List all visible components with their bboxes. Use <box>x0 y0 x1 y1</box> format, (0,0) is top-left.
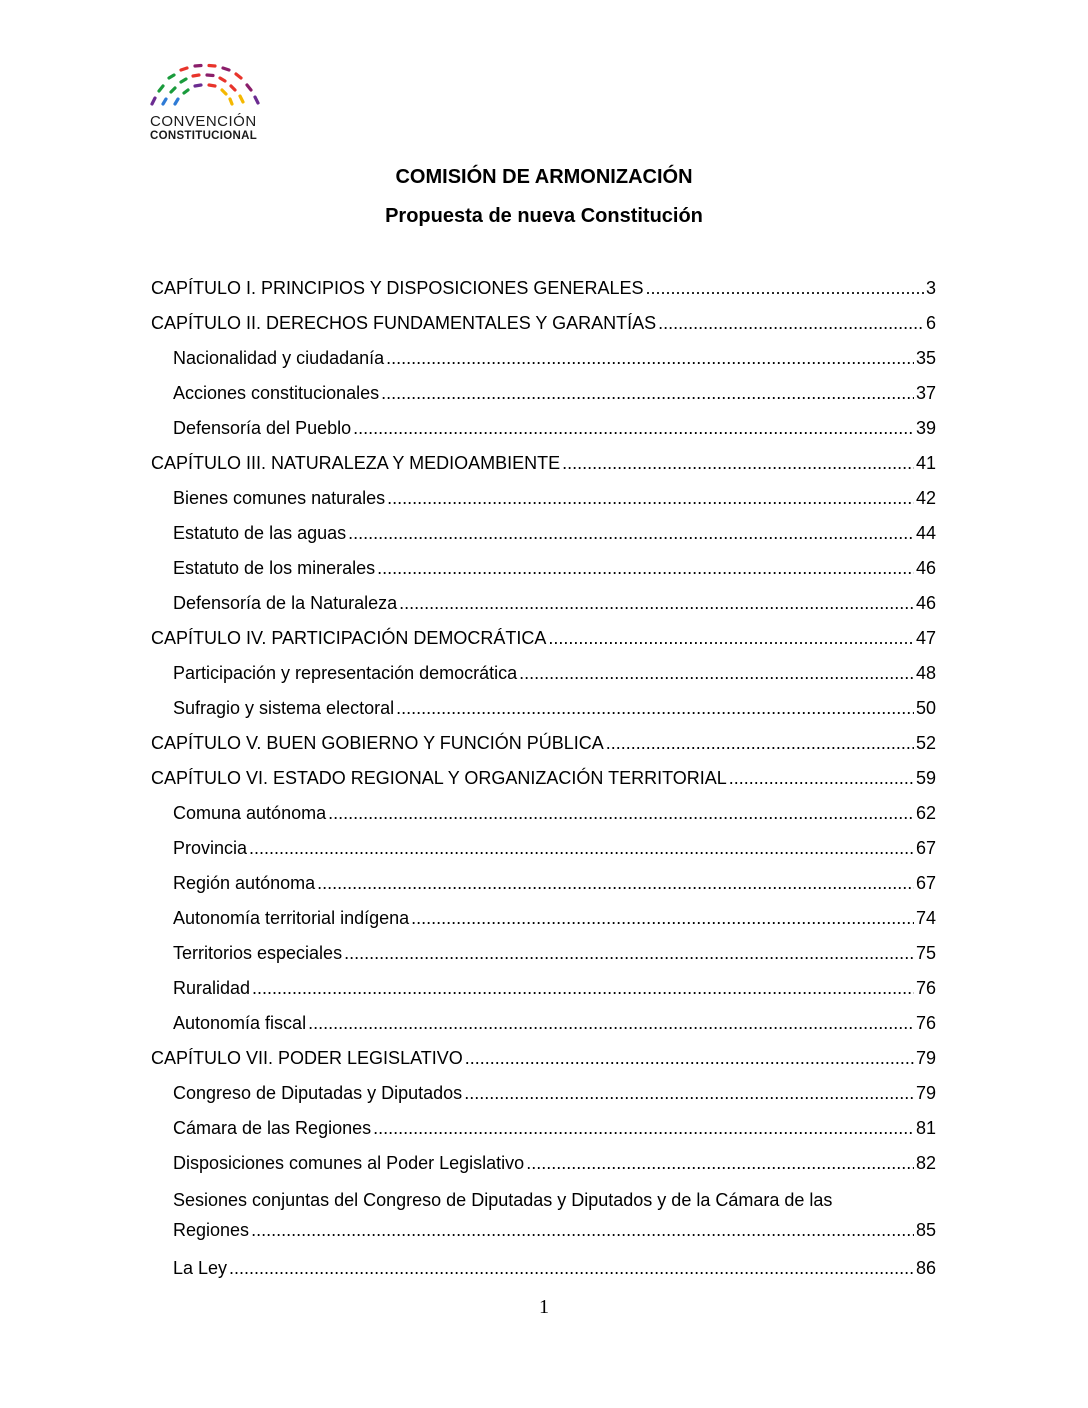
toc-leader-dots <box>399 586 914 621</box>
toc-leader-dots <box>377 551 914 586</box>
toc-entry-page: 82 <box>915 1153 936 1173</box>
toc-entry-label: CAPÍTULO IV. PARTICIPACIÓN DEMOCRÁTICA <box>151 628 547 648</box>
toc-leader-dots <box>381 376 914 411</box>
toc-entry-page: 67 <box>915 873 936 893</box>
toc-entry[interactable] <box>151 516 936 551</box>
toc-entry[interactable] <box>151 1146 936 1181</box>
toc-entry-label: CAPÍTULO VI. ESTADO REGIONAL Y ORGANIZACIÓN TERRITORIAL <box>151 768 727 788</box>
toc-entry-label: CAPÍTULO VII. PODER LEGISLATIVO <box>151 1048 463 1068</box>
toc-entry-label: Sufragio y sistema electoral <box>173 698 395 718</box>
toc-entry[interactable] <box>151 691 936 726</box>
toc-entry-page: 37 <box>915 383 936 403</box>
toc-entry-label: Defensoría de la Naturaleza <box>173 593 398 613</box>
toc-leader-dots <box>606 726 914 761</box>
toc-entry-label-line2: Regiones <box>173 1220 250 1240</box>
toc-entry-page: 85 <box>915 1220 936 1240</box>
toc-entry[interactable] <box>151 1251 936 1286</box>
toc-entry[interactable] <box>151 866 936 901</box>
toc-leader-dots <box>308 1006 914 1041</box>
toc-entry-label: Región autónoma <box>173 873 316 893</box>
toc-leader-dots <box>252 971 914 1006</box>
toc-entry-label: Ruralidad <box>173 978 251 998</box>
toc-entry-label: Estatuto de las aguas <box>173 523 347 543</box>
toc-entry[interactable] <box>151 901 936 936</box>
toc-entry-page: 79 <box>915 1083 936 1103</box>
toc-leader-dots <box>387 481 914 516</box>
toc-entry-page: 6 <box>925 313 936 333</box>
toc-entry-page: 59 <box>915 768 936 788</box>
toc-entry-page: 3 <box>925 278 936 298</box>
toc-entry-label: Defensoría del Pueblo <box>173 418 352 438</box>
toc-entry-page: 46 <box>915 558 936 578</box>
toc-entry[interactable] <box>151 621 936 656</box>
toc-entry-page: 79 <box>915 1048 936 1068</box>
toc-entry-label: CAPÍTULO I. PRINCIPIOS Y DISPOSICIONES GENERALES <box>151 278 644 298</box>
toc-entry-label-line1: Sesiones conjuntas del Congreso de Diputadas y Diputados y de la Cámara de las <box>173 1190 833 1210</box>
toc-entry[interactable] <box>151 831 936 866</box>
toc-entry[interactable] <box>151 936 936 971</box>
toc-entry-page: 42 <box>915 488 936 508</box>
toc-leader-dots <box>465 1041 914 1076</box>
toc-entry-label: La Ley <box>173 1258 228 1278</box>
toc-entry-label: Comuna autónoma <box>173 803 327 823</box>
table-of-contents <box>151 271 936 1286</box>
toc-entry-page: 62 <box>915 803 936 823</box>
toc-entry-page: 75 <box>915 943 936 963</box>
toc-entry-label: Congreso de Diputadas y Diputados <box>173 1083 463 1103</box>
convencion-logo <box>146 58 276 148</box>
toc-entry-page: 35 <box>915 348 936 368</box>
toc-entry[interactable] <box>151 796 936 831</box>
toc-entry-label: Provincia <box>173 838 248 858</box>
toc-entry-page: 44 <box>915 523 936 543</box>
toc-leader-dots <box>562 446 914 481</box>
toc-entry[interactable] <box>151 551 936 586</box>
toc-entry-label: Bienes comunes naturales <box>173 488 386 508</box>
toc-entry-label: Acciones constitucionales <box>173 383 380 403</box>
toc-leader-dots <box>519 656 914 691</box>
toc-entry-label: Autonomía territorial indígena <box>173 908 410 928</box>
toc-entry[interactable] <box>151 271 936 306</box>
toc-entry-page: 74 <box>915 908 936 928</box>
convencion-arc-logo-icon <box>146 58 266 110</box>
toc-entry[interactable] <box>151 481 936 516</box>
toc-leader-dots <box>464 1076 914 1111</box>
toc-entry[interactable] <box>151 971 936 1006</box>
toc-leader-dots <box>317 866 914 901</box>
toc-entry[interactable] <box>151 1111 936 1146</box>
toc-entry[interactable] <box>151 1041 936 1076</box>
toc-entry[interactable] <box>151 1006 936 1041</box>
toc-entry-page: 81 <box>915 1118 936 1138</box>
document-subtitle: Propuesta de nueva Constitución <box>385 205 703 227</box>
toc-entry-page: 76 <box>915 1013 936 1033</box>
toc-entry[interactable] <box>151 341 936 376</box>
toc-entry-page: 41 <box>915 453 936 473</box>
toc-entry-page: 52 <box>915 733 936 753</box>
toc-leader-dots <box>396 691 914 726</box>
toc-leader-dots <box>251 1217 914 1243</box>
toc-entry-page: 67 <box>915 838 936 858</box>
toc-leader-dots <box>645 271 924 306</box>
toc-leader-dots <box>353 411 914 446</box>
document-title: COMISIÓN DE ARMONIZACIÓN <box>395 166 693 188</box>
toc-entry-page: 50 <box>915 698 936 718</box>
toc-entry-page: 48 <box>915 663 936 683</box>
toc-entry-label: CAPÍTULO II. DERECHOS FUNDAMENTALES Y GARANTÍAS <box>151 313 657 333</box>
toc-entry-label: Territorios especiales <box>173 943 343 963</box>
toc-entry[interactable] <box>151 376 936 411</box>
toc-entry[interactable] <box>151 306 936 341</box>
toc-leader-dots <box>386 341 914 376</box>
page-number: 1 <box>539 1296 549 1318</box>
toc-entry[interactable] <box>151 726 936 761</box>
toc-leader-dots <box>548 621 914 656</box>
toc-leader-dots <box>526 1146 914 1181</box>
toc-entry-wrapped[interactable] <box>151 1181 936 1251</box>
toc-leader-dots <box>249 831 914 866</box>
toc-entry-label: CAPÍTULO III. NATURALEZA Y MEDIOAMBIENTE <box>151 453 561 473</box>
toc-leader-dots <box>373 1111 914 1146</box>
toc-entry-page: 86 <box>915 1258 936 1278</box>
toc-entry[interactable] <box>151 411 936 446</box>
logo-text-convencion: CONVENCIÓN <box>150 113 257 130</box>
toc-entry-label: Autonomía fiscal <box>173 1013 307 1033</box>
toc-entry[interactable] <box>151 761 936 796</box>
toc-entry-label: Estatuto de los minerales <box>173 558 376 578</box>
toc-entry-label: Nacionalidad y ciudadanía <box>173 348 385 368</box>
toc-entry-page: 76 <box>915 978 936 998</box>
toc-entry-page: 46 <box>915 593 936 613</box>
toc-entry-label: CAPÍTULO V. BUEN GOBIERNO Y FUNCIÓN PÚBLICA <box>151 733 604 753</box>
toc-leader-dots <box>229 1251 914 1286</box>
toc-entry[interactable] <box>151 586 936 621</box>
toc-leader-dots <box>344 936 914 971</box>
toc-leader-dots <box>658 306 924 341</box>
logo-text-constitucional: CONSTITUCIONAL <box>150 130 258 142</box>
toc-entry[interactable] <box>151 446 936 481</box>
toc-entry-page: 47 <box>915 628 936 648</box>
toc-entry[interactable] <box>151 1076 936 1111</box>
toc-leader-dots <box>411 901 914 936</box>
toc-leader-dots <box>328 796 914 831</box>
toc-entry-label: Cámara de las Regiones <box>173 1118 372 1138</box>
toc-leader-dots <box>348 516 914 551</box>
toc-leader-dots <box>729 761 914 796</box>
toc-entry-page: 39 <box>915 418 936 438</box>
toc-entry-label: Participación y representación democrática <box>173 663 518 683</box>
toc-entry-label: Disposiciones comunes al Poder Legislativo <box>173 1153 525 1173</box>
toc-entry[interactable] <box>151 656 936 691</box>
